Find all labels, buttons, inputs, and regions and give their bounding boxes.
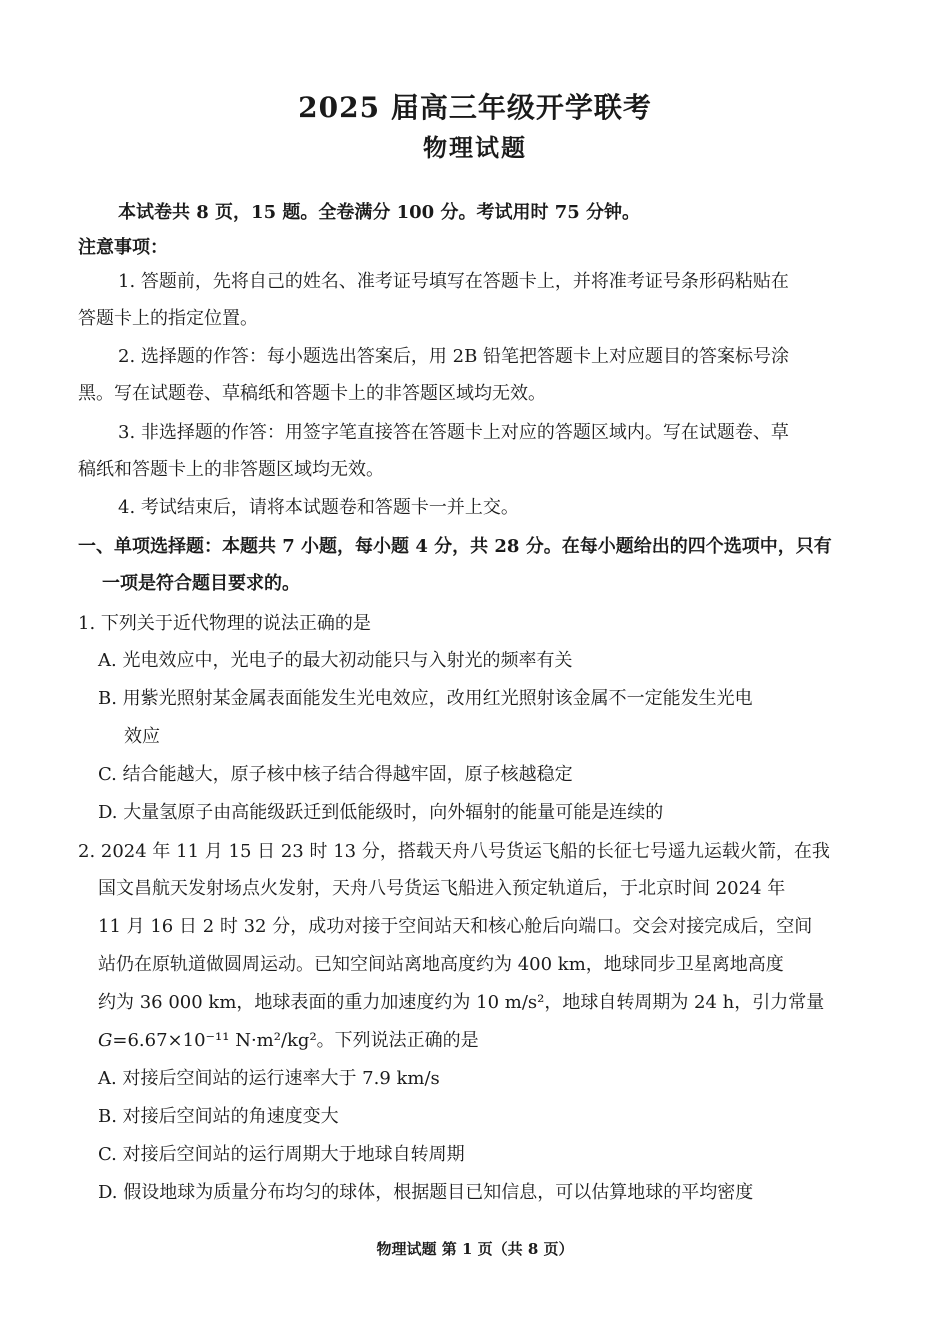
page-footer: 物理试题 第 1 页（共 8 页） <box>376 1240 574 1258</box>
notice-item-1: 1. 答题前，先将自己的姓名、准考证号填写在答题卡上，并将准考证号条形码粘贴在 <box>118 271 789 292</box>
question-2-stem-line-6 <box>98 1028 479 1054</box>
question-2-option-c: C. 对接后空间站的运行周期大于地球自转周期 <box>98 1144 465 1165</box>
section-1-heading: 一、单项选择题：本题共 7 小题，每小题 4 分，共 28 分。在每小题给出的四个选项中，只有 <box>78 536 832 557</box>
question-2-option-a: A. 对接后空间站的运行速率大于 7.9 km/s <box>98 1068 440 1089</box>
notice-item-3: 3. 非选择题的作答：用签字笔直接答在答题卡上对应的答题区域内。写在试题卷、草 <box>118 422 789 443</box>
notice-item-3-cont: 稿纸和答题卡上的非答题区域均无效。 <box>78 459 384 480</box>
notice-item-2-cont: 黑。写在试题卷、草稿纸和答题卡上的非答题区域均无效。 <box>78 383 546 404</box>
question-1-option-c: C. 结合能越大，原子核中核子结合得越牢固，原子核越稳定 <box>98 764 573 785</box>
question-2-option-d: D. 假设地球为质量分布均匀的球体，根据题目已知信息，可以估算地球的平均密度 <box>98 1182 754 1203</box>
question-1-option-b-cont: 效应 <box>124 726 160 747</box>
gravitational-constant-symbol: G <box>98 1030 113 1051</box>
question-2-stem-line-4: 站仍在原轨道做圆周运动。已知空间站离地高度约为 400 km，地球同步卫星离地高度 <box>98 954 784 975</box>
notice-heading: 注意事项： <box>78 237 168 258</box>
question-2-stem: 2. 2024 年 11 月 15 日 23 时 13 分，搭载天舟八号货运飞船的长征七号遥九运载火箭，在我 <box>78 841 830 862</box>
question-1-option-d: D. 大量氢原子由高能级跃迁到低能级时，向外辐射的能量可能是连续的 <box>98 802 664 823</box>
question-1-option-a: A. 光电效应中，光电子的最大初动能只与入射光的频率有关 <box>98 650 573 671</box>
exam-title: 2025 届高三年级开学联考 <box>298 91 652 124</box>
question-2-stem-line-5: 约为 36 000 km，地球表面的重力加速度约为 10 m/s²，地球自转周期为 24 h，引力常量 <box>98 992 825 1013</box>
exam-intro: 本试卷共 8 页，15 题。全卷满分 100 分。考试用时 75 分钟。 <box>118 202 641 223</box>
notice-item-1-cont: 答题卡上的指定位置。 <box>78 308 258 329</box>
gravitational-constant-value: =6.67×10⁻¹¹ N·m²/kg²。下列说法正确的是 <box>112 1030 479 1051</box>
question-2-option-b: B. 对接后空间站的角速度变大 <box>98 1106 339 1127</box>
notice-item-2: 2. 选择题的作答：每小题选出答案后，用 2B 铅笔把答题卡上对应题目的答案标号涂 <box>118 346 790 367</box>
question-2-stem-line-3: 11 月 16 日 2 时 32 分，成功对接于空间站天和核心舱后向端口。交会对接完成后，空间 <box>98 916 813 937</box>
question-1-option-b: B. 用紫光照射某金属表面能发生光电效应，改用红光照射该金属不一定能发生光电 <box>98 688 753 709</box>
exam-subject: 物理试题 <box>423 133 527 162</box>
notice-item-4: 4. 考试结束后，请将本试题卷和答题卡一并上交。 <box>118 497 519 518</box>
question-1-stem: 1. 下列关于近代物理的说法正确的是 <box>78 613 371 634</box>
section-1-heading-cont: 一项是符合题目要求的。 <box>102 573 300 594</box>
question-2-stem-line-2: 国文昌航天发射场点火发射，天舟八号货运飞船进入预定轨道后，于北京时间 2024 年 <box>98 878 786 899</box>
